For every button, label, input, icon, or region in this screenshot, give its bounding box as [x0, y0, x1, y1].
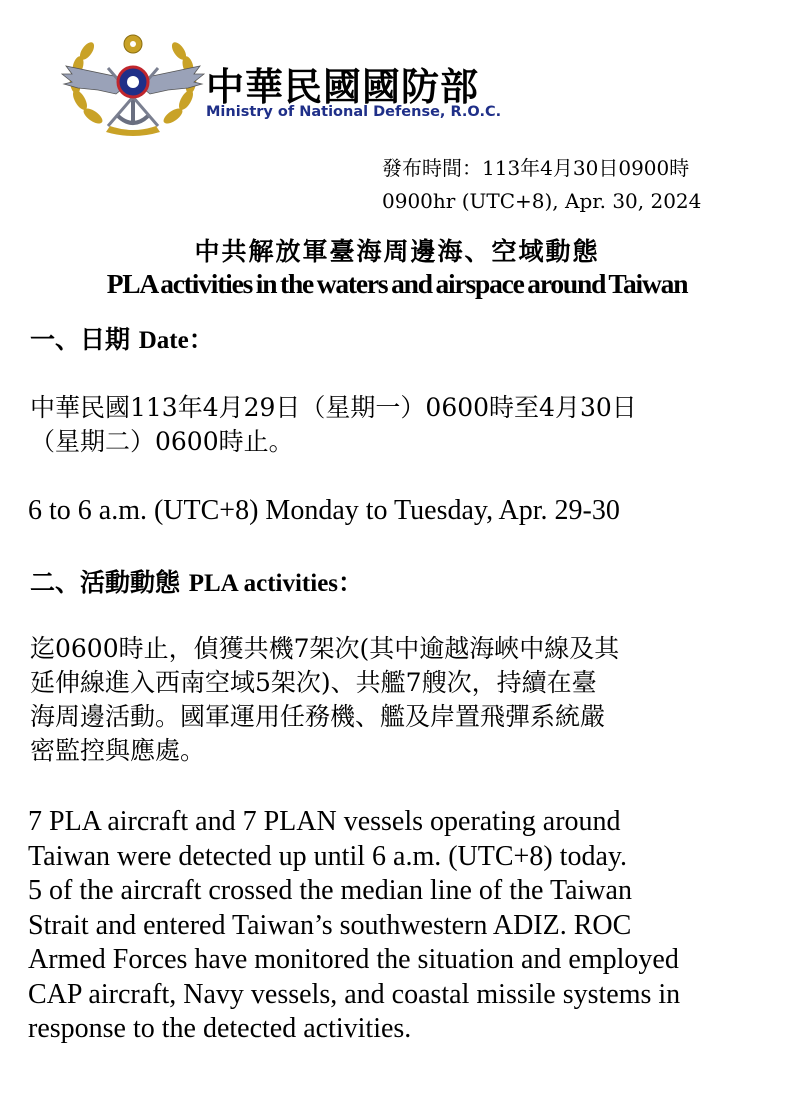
release-time-en: 0900hr (UTC+8), Apr. 30, 2024: [382, 189, 702, 213]
activities-en-line: response to the detected activities.: [28, 1013, 412, 1044]
activities-en: [28, 805, 773, 1047]
date-zh-line: （星期二）0600時止。: [30, 427, 294, 456]
title-zh: 中共解放軍臺海周邊海、空域動態: [194, 237, 600, 266]
activities-en-line: Strait and entered Taiwan’s southwestern ADIZ. ROC: [28, 909, 632, 941]
org-name-zh: 中華民國國防部: [206, 65, 480, 109]
activities-zh-line: 延伸線進入西南空域5架次)、共艦7艘次，持續在臺: [30, 668, 597, 697]
activities-en-line: CAP aircraft, Navy vessels, and coastal missile systems in: [28, 978, 681, 1010]
activities-en-line: Armed Forces have monitored the situation and employed: [28, 944, 679, 975]
date-en: [28, 494, 773, 529]
activities-en-line: 5 of the aircraft crossed the median line of the Taiwan: [28, 875, 632, 906]
letterhead: [58, 28, 558, 140]
date-en-line: 6 to 6 a.m. (UTC+8) Monday to Tuesday, Apr. 29-30: [28, 495, 620, 526]
date-zh: [30, 391, 770, 459]
date-zh-line: 中華民國113年4月29日（星期一）0600時至4月30日: [30, 393, 637, 422]
section2-heading-en: PLA activities: [188, 570, 339, 597]
activities-zh: [30, 632, 770, 768]
section1-heading-zh: 一、日期: [30, 325, 131, 354]
activities-zh-line: 海周邊活動。國軍運用任務機、艦及岸置飛彈系統嚴: [30, 702, 606, 731]
activities-zh-line: 密監控與應處。: [30, 736, 206, 765]
activities-en-line: 7 PLA aircraft and 7 PLAN vessels operating around: [28, 806, 621, 837]
section1-heading-en: Date: [138, 327, 189, 354]
section1-heading-colon: ：: [188, 325, 214, 354]
section2-heading-zh: 二、活動動態: [30, 568, 181, 597]
activities-en-line: Taiwan were detected up until 6 a.m. (UTC+8) today.: [28, 840, 628, 872]
activities-zh-line: 迄0600時止，偵獲共機7架次(其中逾越海峽中線及其: [30, 634, 620, 663]
release-time-zh: 發布時間：113年4月30日0900時: [382, 156, 690, 180]
mnd-emblem-icon: [58, 28, 208, 140]
release-time: [382, 152, 701, 218]
section2-heading-colon: ：: [338, 568, 364, 597]
title-en: PLA activities in the waters and airspace around Taiwan: [106, 268, 688, 299]
org-name-en: Ministry of National Defense, R.O.C.: [206, 104, 502, 120]
section2-heading: [30, 563, 363, 599]
section1-heading: [30, 320, 214, 356]
